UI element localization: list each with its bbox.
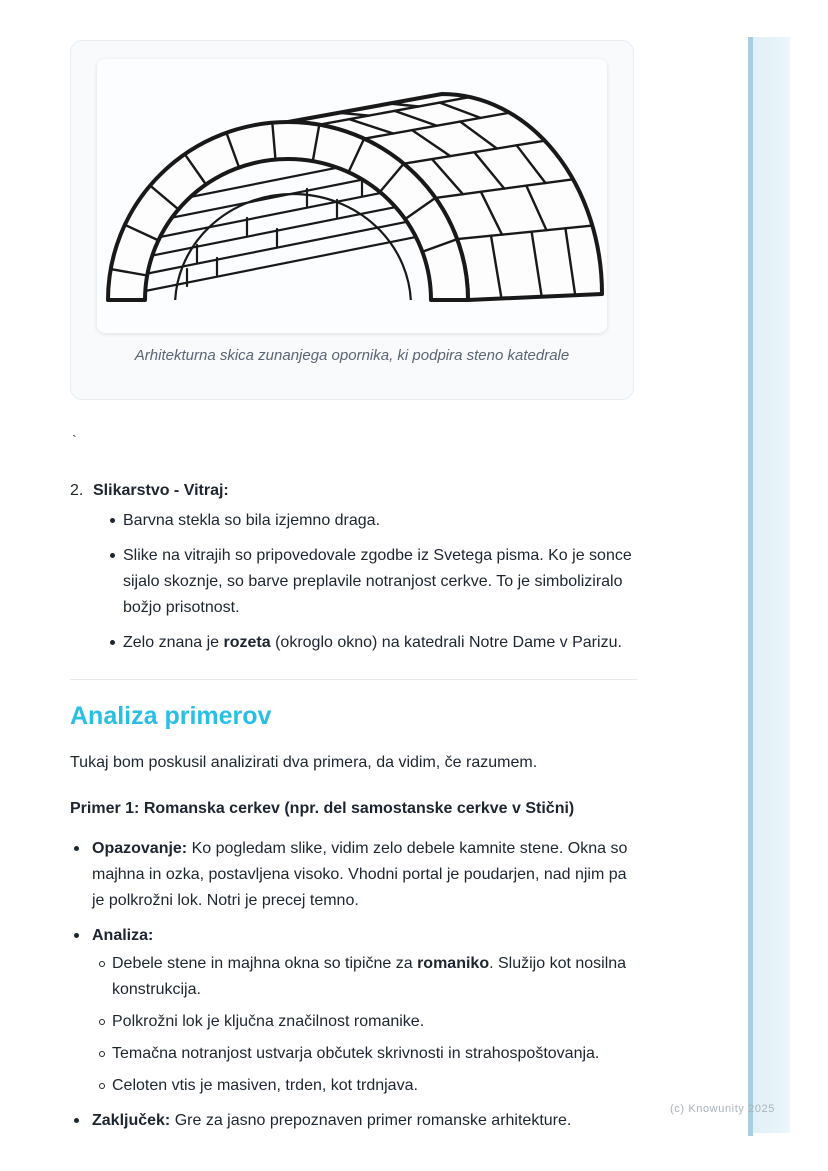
list-item bbox=[72, 836, 637, 914]
list-item-text: Barvna stekla so bila izjemno draga. bbox=[123, 512, 381, 529]
bullet-icon bbox=[110, 553, 115, 558]
list-item-text: Temačna notranjost ustvarja občutek skrivnosti in strahospoštovanja. bbox=[112, 1045, 600, 1062]
list-item-text: Debele stene in majhna okna so tipične za romaniko. Služijo kot nosilna konstrukcija. bbox=[112, 955, 627, 998]
section-divider bbox=[70, 679, 637, 680]
list-item bbox=[72, 923, 637, 1099]
watermark: (c) Knowunity 2025 bbox=[670, 1103, 775, 1115]
bullet-icon bbox=[74, 933, 79, 938]
figure-image[interactable] bbox=[97, 59, 607, 333]
list-item-text: Slike na vitrajih so pripovedovale zgodbe iz Svetega pisma. Ko je sonce sijalo skoznje, so barve preplavile notranjost cerkve. To je simboliziralo božjo prisotnost. bbox=[123, 547, 632, 616]
bullet-icon bbox=[99, 1083, 105, 1089]
list-item bbox=[99, 1041, 637, 1067]
figure-caption: Arhitekturna skica zunanjega opornika, ki podpira steno katedrale bbox=[134, 347, 570, 364]
list-item-text: Analiza: bbox=[92, 927, 154, 944]
list-item bbox=[99, 1073, 637, 1099]
figure-card bbox=[70, 40, 634, 400]
vitraj-bullet-list bbox=[93, 508, 637, 656]
bullet-icon bbox=[99, 1051, 105, 1057]
side-strip-line bbox=[748, 37, 753, 1136]
example-title: Primer 1: Romanska cerkev (npr. del samostanske cerkve v Stični) bbox=[70, 800, 575, 817]
list-number: 2. bbox=[70, 482, 84, 499]
intro-paragraph: Tukaj bom poskusil analizirati dva primera, da vidim, če razumem. bbox=[70, 754, 538, 771]
numbered-item-content bbox=[93, 478, 637, 665]
bullet-icon bbox=[110, 518, 115, 523]
numbered-item-slikarstvo bbox=[70, 478, 637, 665]
list-item bbox=[99, 951, 637, 1003]
list-item-text: Polkrožni lok je ključna značilnost romanike. bbox=[112, 1013, 425, 1030]
bullet-icon bbox=[74, 846, 79, 851]
list-item-text: Zelo znana je rozeta (okroglo okno) na katedrali Notre Dame v Parizu. bbox=[123, 634, 622, 651]
list-item-text: Zaključek: Gre za jasno prepoznaven primer romanske arhitekture. bbox=[92, 1112, 572, 1129]
bullet-icon bbox=[99, 961, 105, 967]
numbered-item-title: Slikarstvo - Vitraj: bbox=[93, 482, 229, 499]
bullet-icon bbox=[99, 1019, 105, 1025]
analysis-sub-list bbox=[92, 951, 637, 1099]
analysis-bullet-list bbox=[70, 836, 637, 1134]
list-item bbox=[110, 630, 637, 656]
list-item-text: Opazovanje: Ko pogledam slike, vidim zelo debele kamnite stene. Okna so majhna in ozka, postavljena visoko. Vhodni portal je poudarjen, nad njim pa je polkrožni lok. Notri je precej temno. bbox=[92, 840, 628, 909]
list-item-text: Celoten vtis je masiven, trden, kot trdnjava. bbox=[112, 1077, 418, 1094]
arch-sketch bbox=[97, 59, 607, 333]
side-strip bbox=[753, 37, 790, 1133]
content-column bbox=[70, 430, 637, 1143]
list-item bbox=[110, 508, 637, 534]
list-item bbox=[99, 1009, 637, 1035]
stray-backtick: ` bbox=[72, 432, 77, 448]
list-item bbox=[72, 1108, 637, 1134]
section-heading: Analiza primerov bbox=[70, 702, 272, 730]
list-item bbox=[110, 543, 637, 621]
bullet-icon bbox=[74, 1118, 79, 1123]
bullet-icon bbox=[110, 640, 115, 645]
